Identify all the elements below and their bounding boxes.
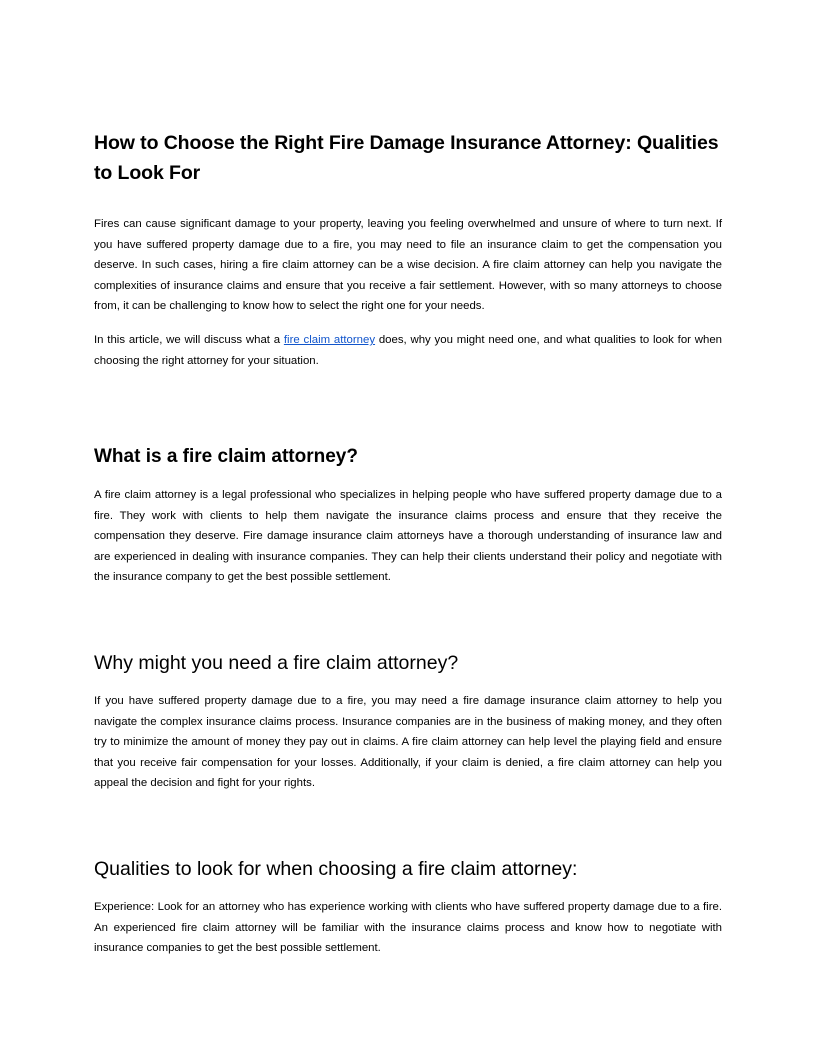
section-heading-qualities: Qualities to look for when choosing a fire claim attorney:: [94, 858, 578, 880]
section-heading-what-is: What is a fire claim attorney?: [94, 446, 358, 467]
intro-paragraph-2-text-before: In this article, we will discuss what a: [94, 334, 284, 346]
intro-paragraph-1: Fires can cause significant damage to your property, leaving you feeling overwhelmed and unsure of where to turn next. If you have suffered property damage due to a fire, you may need to file an insurance claim to get the compensation you deserve. In such cases, hiring a fire claim attorney can be a wise decision. A fire claim attorney can help you navigate the complexities of insurance claims and ensure that you receive a fair settlement. However, with so many attorneys to choose from, it can be challenging to know how to select the right one for your needs.: [94, 218, 722, 313]
fire-claim-attorney-link[interactable]: fire claim attorney: [283, 334, 376, 346]
section-body-qualities: Experience: Look for an attorney who has experience working with clients who have suffered property damage due to a fire. An experienced fire claim attorney will be familiar with the insurance claims process and know how to negotiate with insurance companies to get the best possible settlement.: [94, 901, 722, 955]
document-title: How to Choose the Right Fire Damage Insurance Attorney: Qualities to Look For: [94, 132, 719, 184]
section-body-what-is: A fire claim attorney is a legal professional who specializes in helping people who have suffered property damage due to a fire. They work with clients to help them navigate the insurance claims process and ensure that they receive the compensation they deserve. Fire damage insurance claim attorneys have a thorough understanding of insurance law and are experienced in dealing with insurance companies. They can help their clients understand their policy and negotiate with the insurance company to get the best possible settlement.: [94, 489, 722, 584]
intro-paragraph-2: [94, 330, 722, 371]
section-heading-why-need: Why might you need a fire claim attorney?: [94, 652, 459, 674]
section-body-why-need: If you have suffered property damage due to a fire, you may need a fire damage insurance claim attorney to help you navigate the complex insurance claims process. Insurance companies are in the business of making money, and they often try to minimize the amount of money they pay out in claims. A fire claim attorney can help level the playing field and ensure that you receive fair compensation for your losses. Additionally, if your claim is denied, a fire claim attorney can help you appeal the decision and fight for your rights.: [94, 695, 722, 790]
intro-paragraph-2-text-after: does, why you might need one, and what qualities to look for when choosing the right attorney for your situation.: [94, 334, 722, 367]
